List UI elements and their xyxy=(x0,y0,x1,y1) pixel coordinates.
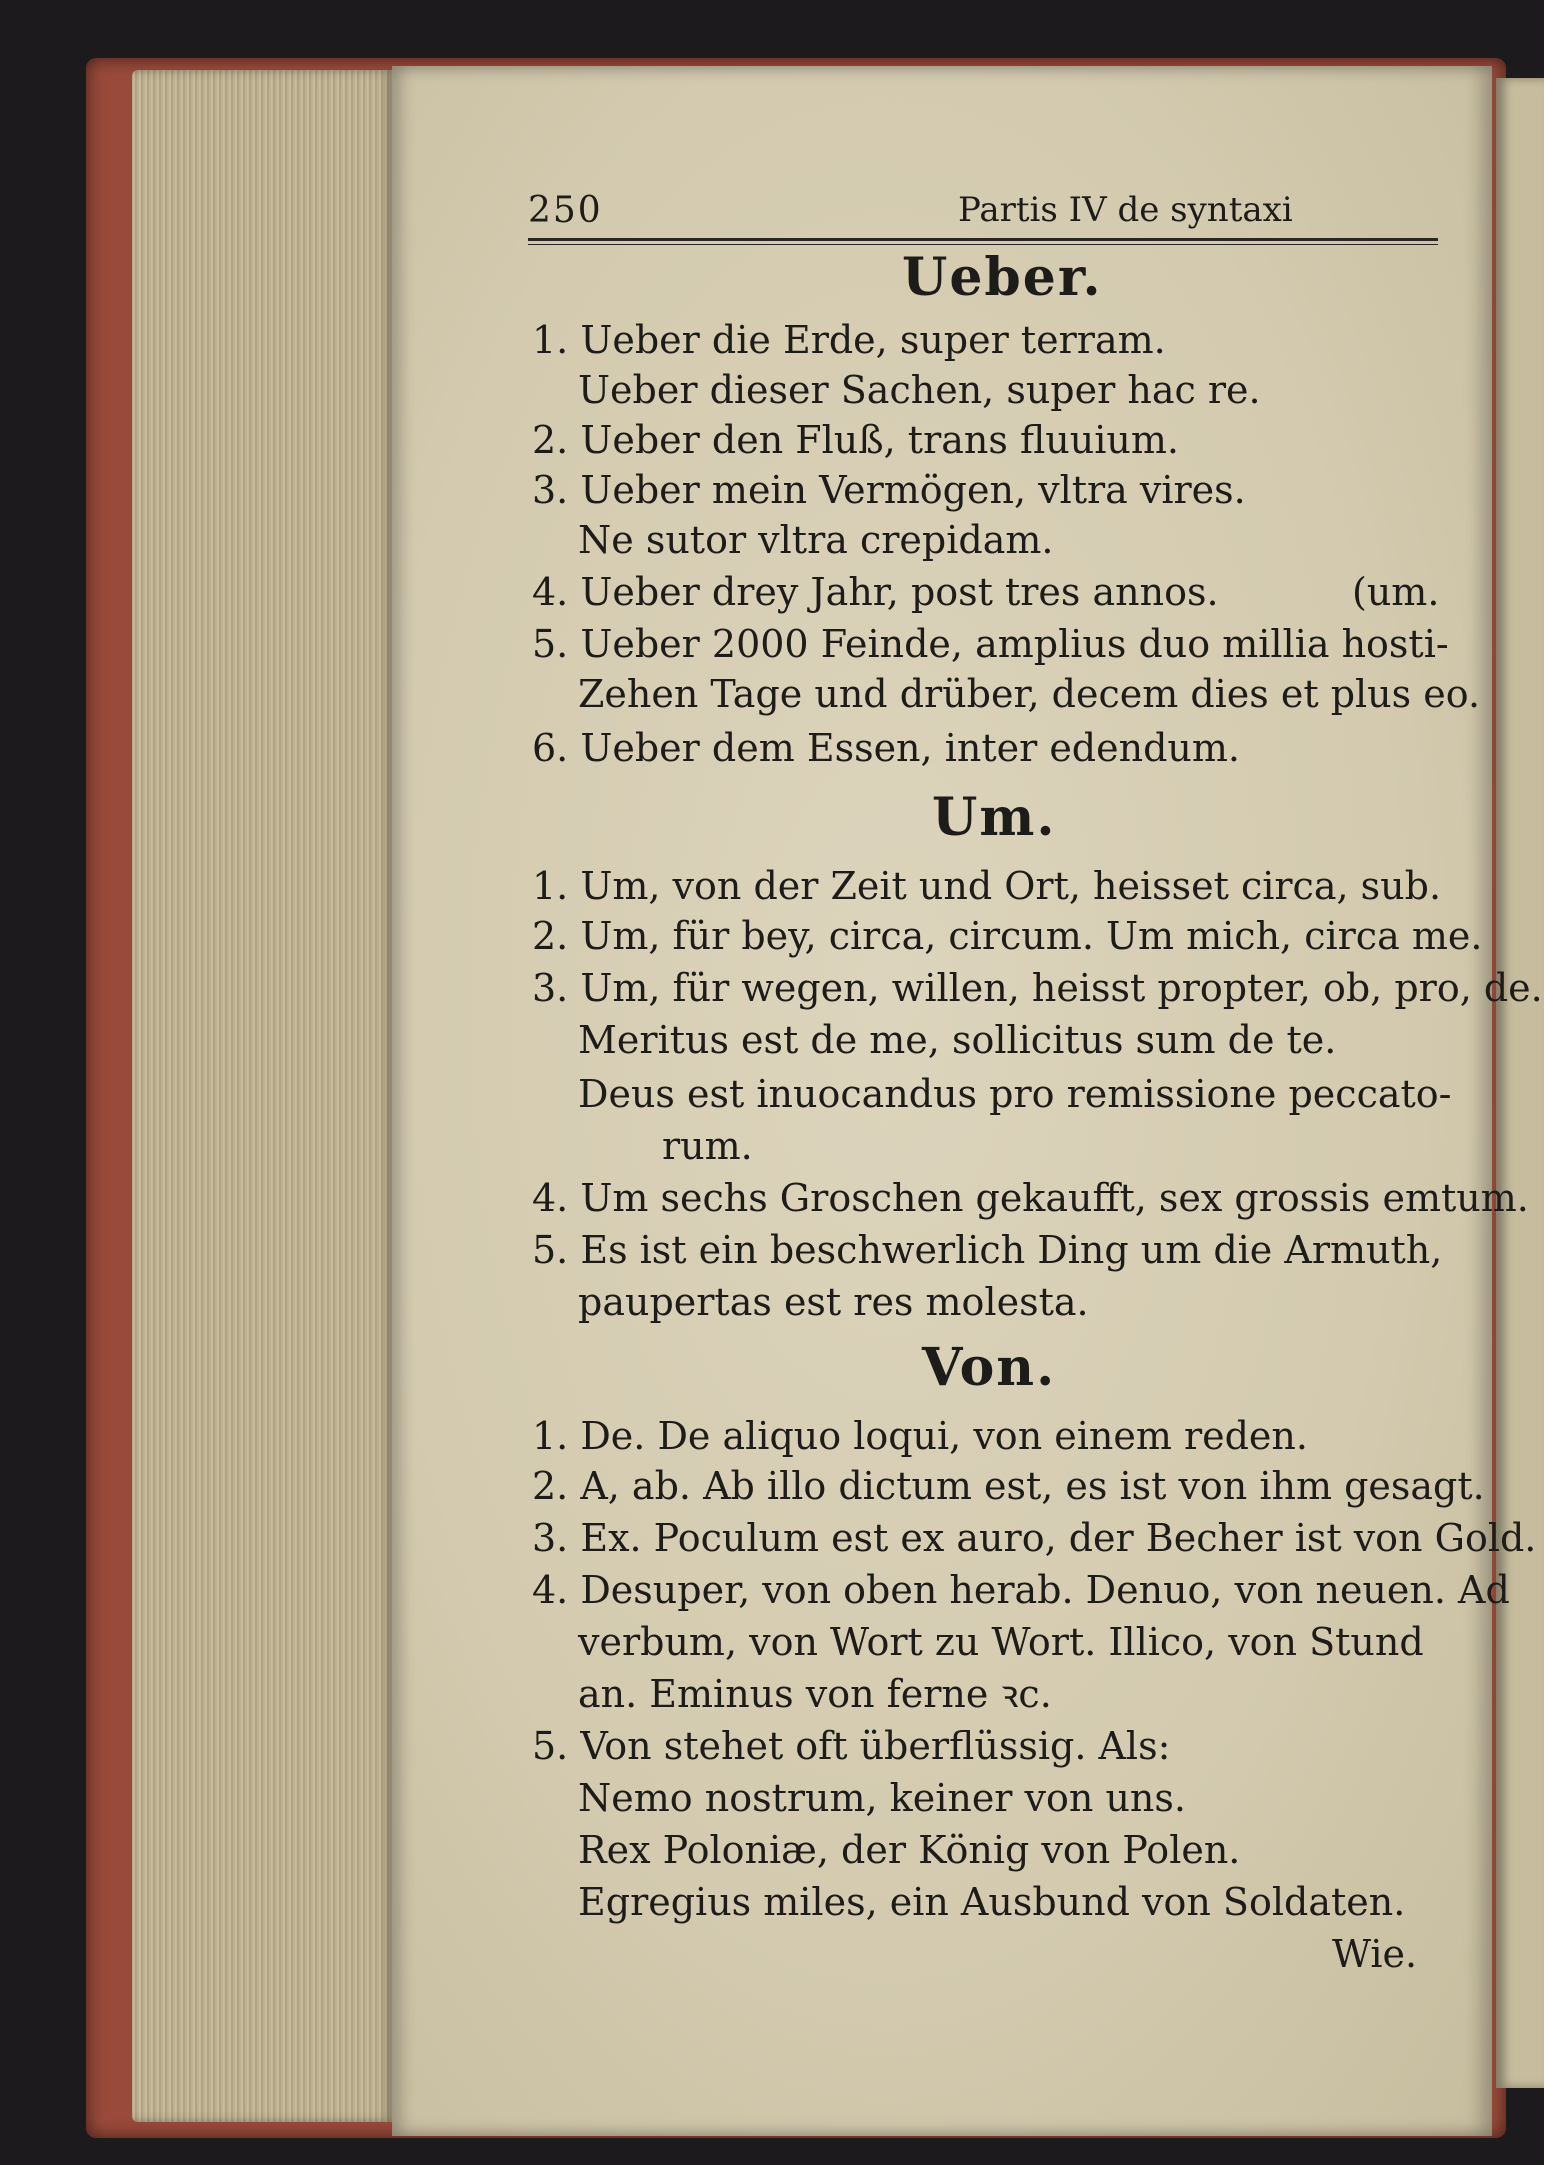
text-line: 3. Um, für wegen, willen, heisst propter, ob, pro, de. xyxy=(532,966,1543,1010)
text-line: 1. De. De aliquo loqui, von einem reden. xyxy=(532,1414,1308,1458)
text-line: 6. Ueber dem Essen, inter edendum. xyxy=(532,726,1241,770)
text-line: 1. Ueber die Erde, super terram. xyxy=(532,318,1166,362)
text-line: an. Eminus von ferne ꝛc. xyxy=(578,1672,1052,1716)
text-line: verbum, von Wort zu Wort. Illico, von Stund xyxy=(578,1620,1424,1664)
section-heading-um: Um. xyxy=(932,787,1057,848)
text-line: Nemo nostrum, keiner von uns. xyxy=(578,1776,1186,1820)
section-heading-ueber: Ueber. xyxy=(902,247,1103,308)
text-line: Deus est inuocandus pro remissione peccato- xyxy=(578,1072,1452,1116)
text-line: Meritus est de me, sollicitus sum de te. xyxy=(578,1018,1337,1062)
page-number: 250 xyxy=(528,190,603,231)
text-line: Ueber dieser Sachen, super hac re. xyxy=(578,368,1261,412)
text-line: Ne sutor vltra crepidam. xyxy=(578,518,1054,562)
text-line: 3. Ex. Poculum est ex auro, der Becher ist von Gold. xyxy=(532,1516,1537,1560)
running-title: Partis IV de syntaxi xyxy=(958,190,1293,230)
text-line: 4. Ueber drey Jahr, post tres annos. xyxy=(532,570,1219,614)
text-line: 2. Um, für bey, circa, circum. Um mich, circa me. xyxy=(532,914,1483,958)
text-line: paupertas est res molesta. xyxy=(578,1280,1089,1324)
text-line: Egregius miles, ein Ausbund von Soldaten. xyxy=(578,1880,1406,1924)
text-line: Rex Poloniæ, der König von Polen. xyxy=(578,1828,1241,1872)
text-line: 4. Desuper, von oben herab. Denuo, von neuen. Ad xyxy=(532,1568,1510,1612)
right-page-edge xyxy=(1496,78,1544,2088)
text-line: 5. Von stehet oft überflüssig. Als: xyxy=(532,1724,1171,1768)
page-header xyxy=(528,184,1428,244)
text-line: 4. Um sechs Groschen gekaufft, sex grossis emtum. xyxy=(532,1176,1529,1220)
text-line: 2. Ueber den Fluß, trans fluuium. xyxy=(532,418,1179,462)
section-heading-von: Von. xyxy=(922,1337,1057,1398)
book-page xyxy=(392,66,1543,2136)
text-line-overflow: (um. xyxy=(1352,570,1440,614)
text-line: 3. Ueber mein Vermögen, vltra vires. xyxy=(532,468,1246,512)
catchword: Wie. xyxy=(1332,1932,1418,1976)
text-line: 5. Es ist ein beschwerlich Ding um die Armuth, xyxy=(532,1228,1443,1272)
text-line: 5. Ueber 2000 Feinde, amplius duo millia hosti- xyxy=(532,622,1449,666)
text-line: 1. Um, von der Zeit und Ort, heisset circa, sub. xyxy=(532,864,1442,908)
page-block-edges xyxy=(132,70,394,2122)
text-line: rum. xyxy=(662,1124,753,1168)
header-rule xyxy=(528,238,1438,245)
text-line: 2. A, ab. Ab illo dictum est, es ist von ihm gesagt. xyxy=(532,1464,1485,1508)
text-line: Zehen Tage und drüber, decem dies et plus eo. xyxy=(578,672,1481,716)
